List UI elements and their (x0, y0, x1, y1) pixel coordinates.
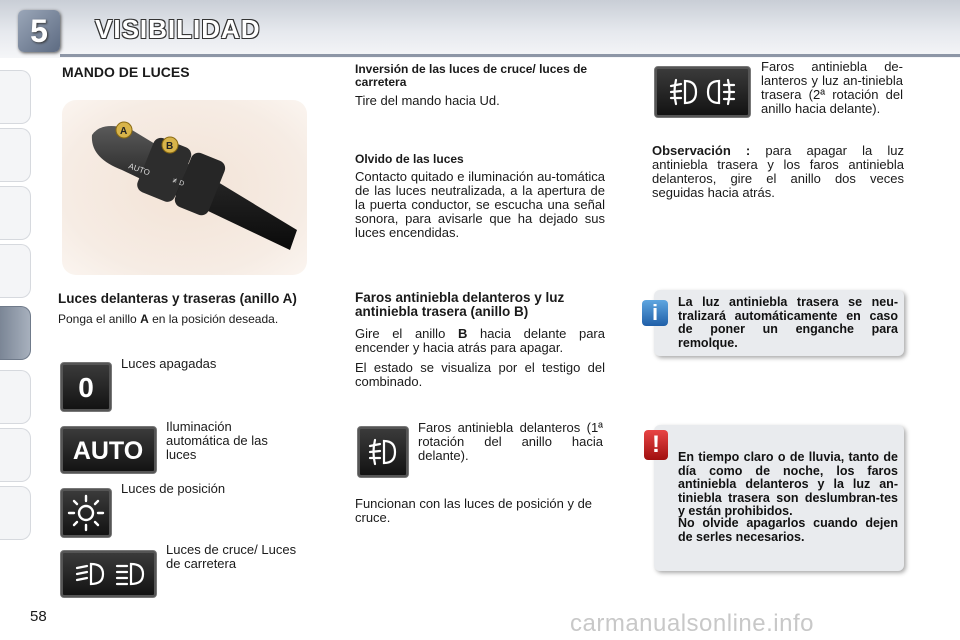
low-high-beam-icon (60, 550, 157, 598)
chapter-tab-5-active[interactable] (0, 306, 31, 360)
observation-note (652, 144, 904, 200)
warning-note-box (654, 425, 904, 571)
page-title: VISIBILIDAD (95, 14, 261, 44)
warning-note-text-1: En tiempo claro o de lluvia, tanto de día como de noche, los faros antiniebla delanteros y la luz an-tiniebla trasera son deslumbran-tes y están prohibidos. (678, 450, 898, 518)
chapter-tab-8[interactable] (0, 486, 31, 540)
fog-lights-instruction (355, 327, 605, 355)
fog-lights-section (355, 291, 605, 389)
front-rear-lights-section (58, 292, 318, 326)
ring-a-label: A (120, 126, 128, 137)
lights-off-label: Luces apagadas (121, 356, 217, 371)
light-stalk-illustration (62, 100, 307, 275)
warning-note-text-2: No olvide apagarlos cuando dejen de serles necesarios. (678, 516, 898, 544)
fog-instruction-bold: B (457, 326, 468, 341)
page-number: 58 (30, 608, 47, 625)
lights-reminder-section (355, 152, 605, 240)
fog-lights-footer: Funcionan con las luces de posición y de cruce. (355, 496, 593, 525)
svg-text:AUTO: AUTO (127, 161, 152, 178)
chapter-number: 5 (30, 13, 48, 49)
info-note-box (654, 290, 904, 356)
section-heading-light-switch (62, 64, 190, 80)
chapter-tab-7[interactable] (0, 428, 31, 482)
header-rule (60, 54, 960, 57)
auto-lights-symbol: AUTO (72, 437, 144, 465)
lights-off-symbol: 0 (78, 372, 94, 403)
info-icon: i (642, 300, 668, 326)
position-lights-label: Luces de posición (121, 481, 226, 496)
ring-a-instruction-bold: A (140, 312, 149, 326)
light-switch-heading: MANDO DE LUCES (62, 64, 190, 80)
fog-status-text: El estado se visualiza por el testigo del combinado. (355, 360, 605, 389)
warning-icon: ! (644, 430, 668, 460)
ring-a-instruction (58, 312, 318, 326)
front-rear-fog-icon (654, 66, 751, 118)
chapter-tab-3[interactable] (0, 186, 31, 240)
chapter-badge (18, 10, 60, 52)
fog-instruction-post: hacia delante para encender y hacia atrás para apagar. (355, 326, 605, 355)
fog-lights-title: Faros antiniebla delanteros y luz antiniebla trasera (anillo B) (355, 290, 565, 319)
lights-reminder-title: Olvido de las luces (355, 152, 464, 166)
lights-reminder-text: Contacto quitado e iluminación au-tomática de las luces neutralizada, a la apertura de la puerta conductor, se escucha una señal sonora, para avisarle que ha dejado sus luces encendidas. (355, 169, 605, 240)
front-rear-lights-title: Luces delanteras y traseras (anillo A) (58, 291, 297, 306)
chapter-tabs (0, 70, 34, 570)
front-fog-icon (357, 426, 409, 478)
chapter-tab-1[interactable] (0, 70, 31, 124)
low-high-beam-label: Luces de cruce/ Luces de carretera (166, 542, 297, 571)
ring-a-instruction-post: en la posición deseada. (148, 312, 279, 326)
beam-switch-title: Inversión de las luces de cruce/ luces de carretera (355, 62, 588, 89)
front-fog-label: Faros antiniebla delanteros (1ª rotación del anillo hacia delante). (418, 420, 603, 463)
light-stalk-photo (62, 100, 307, 275)
auto-lights-icon (60, 426, 157, 474)
chapter-tab-2[interactable] (0, 128, 31, 182)
ring-b-label: B (166, 141, 174, 152)
watermark: carmanualsonline.info (570, 610, 814, 637)
observation-label: Observación : (652, 143, 751, 158)
chapter-tab-6[interactable] (0, 370, 31, 424)
observation-text: para apagar la luz antiniebla trasera y los faros antiniebla delanteros, gire el anillo dos veces seguidas hacia atrás. (652, 143, 904, 200)
front-rear-fog-label: Faros antiniebla de-lanteros y luz an-tiniebla trasera (2ª rotación del anillo hacia delante). (761, 59, 903, 116)
position-lights-icon (60, 488, 112, 538)
beam-switch-section (355, 63, 605, 108)
svg-text:≢D: ≢D (171, 177, 186, 189)
lights-off-icon (60, 362, 112, 412)
ring-a-instruction-pre: Ponga el anillo (58, 312, 141, 326)
chapter-tab-4[interactable] (0, 244, 31, 298)
auto-lights-label: Iluminación automática de las luces (166, 419, 268, 462)
fog-instruction-pre: Gire el anillo (355, 326, 458, 341)
info-note-text: La luz antiniebla trasera se neu-tralizará automáticamente en caso de poner un enganche para remolque. (678, 295, 898, 350)
beam-switch-text: Tire del mando hacia Ud. (355, 93, 500, 108)
